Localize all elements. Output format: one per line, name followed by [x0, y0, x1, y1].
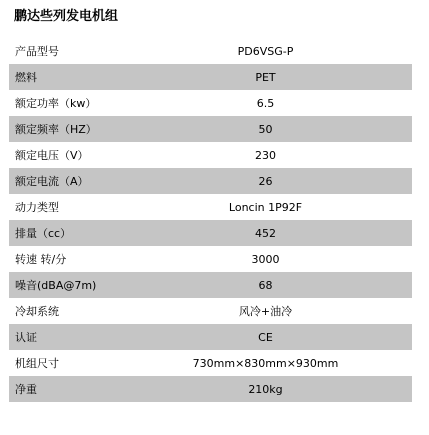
row-value: 730mm×830mm×930mm [192, 356, 339, 370]
row-value: 3000 [251, 252, 280, 266]
row-label: 产品型号 [15, 45, 59, 58]
table-row-engine-type [9, 194, 412, 220]
table-row-dimensions [9, 350, 412, 376]
spec-table [9, 38, 412, 402]
row-label: 额定频率（HZ） [15, 123, 97, 136]
row-label: 额定电流（A） [15, 175, 89, 188]
row-label: 燃料 [15, 71, 37, 84]
row-label: 净重 [15, 383, 37, 396]
table-row-rated-voltage [9, 142, 412, 168]
table-row-fuel [9, 64, 412, 90]
row-label: 额定功率（kw） [15, 97, 97, 110]
row-value: 6.5 [256, 96, 275, 110]
row-value: PD6VSG-P [237, 44, 294, 58]
table-row-net-weight [9, 376, 412, 402]
row-label: 额定电压（V） [15, 149, 89, 162]
row-label: 排量（cc） [15, 227, 72, 240]
row-value: PET [255, 70, 276, 84]
row-value: 452 [255, 226, 276, 240]
page-title: 鹏达些列发电机组 [14, 9, 119, 24]
row-value: 50 [258, 122, 273, 136]
table-row-cooling-system [9, 298, 412, 324]
row-value: 风冷+油冷 [238, 305, 293, 318]
row-value: Loncin 1P92F [228, 200, 303, 214]
row-label: 动力类型 [15, 201, 59, 214]
row-value: 210kg [248, 382, 283, 396]
table-row-rated-current [9, 168, 412, 194]
table-row-rated-frequency [9, 116, 412, 142]
row-value: CE [258, 330, 273, 344]
table-row-rated-power [9, 90, 412, 116]
row-label: 冷却系统 [15, 305, 59, 318]
row-value: 68 [258, 278, 273, 292]
table-row-noise [9, 272, 412, 298]
row-label: 认证 [15, 331, 37, 344]
table-row-model [9, 38, 412, 64]
table-row-speed [9, 246, 412, 272]
table-row-displacement [9, 220, 412, 246]
row-value: 230 [255, 148, 276, 162]
row-label: 转速 转/分 [15, 253, 67, 266]
row-value: 26 [258, 174, 273, 188]
row-label: 噪音(dBA@7m) [15, 279, 97, 292]
row-label: 机组尺寸 [15, 357, 59, 370]
table-row-certification [9, 324, 412, 350]
